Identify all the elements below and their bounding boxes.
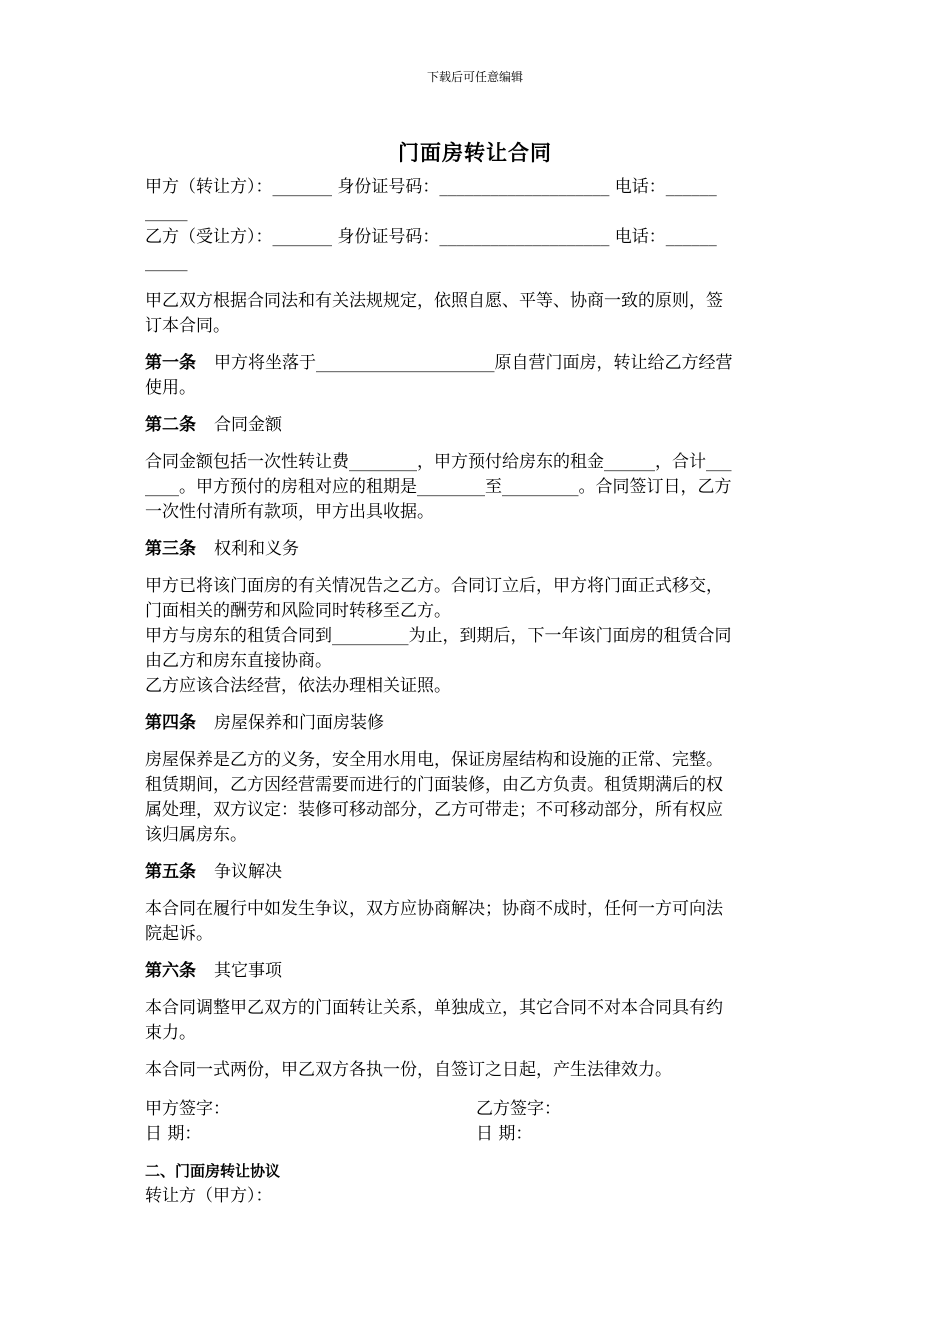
article-body-line: 束力。 — [145, 1023, 196, 1043]
article-title: 合同金额 — [214, 415, 282, 435]
party-a-date-label: 日 期： — [145, 1124, 202, 1144]
party-a-line: 甲方（转让方）：_______ 身份证号码：____________________ 电话：______ — [145, 177, 717, 197]
section-two-first-line: 转让方（甲方）： — [145, 1186, 273, 1206]
article-heading — [145, 959, 807, 984]
article-title: 争议解决 — [214, 862, 282, 882]
party-b-signature — [476, 1097, 807, 1147]
closing-statement: 本合同一式两份，甲乙双方各执一份，自签订之日起，产生法律效力。 — [145, 1060, 672, 1080]
party-a-signature — [145, 1097, 476, 1147]
article-body-line: 一次性付清所有款项，甲方出具收据。 — [145, 502, 434, 522]
party-b-line: 乙方（受让方）：_______ 身份证号码：____________________ 电话：______ — [145, 227, 717, 247]
article-body-line: 属处理，双方议定：装修可移动部分，乙方可带走；不可移动部分，所有权应 — [145, 800, 723, 820]
article-body-line: 门面相关的酬劳和风险同时转移至乙方。 — [145, 601, 451, 621]
party-a-sign-label: 甲方签字： — [145, 1099, 230, 1119]
article-label: 第五条 — [145, 862, 196, 882]
signature-block — [145, 1097, 807, 1147]
article-label: 第六条 — [145, 961, 196, 981]
party-a-line-cont: _____ — [145, 202, 188, 222]
document-body — [145, 175, 807, 1209]
article-body-line: 乙方应该合法经营，依法办理相关证照。 — [145, 676, 451, 696]
article-title: 权利和义务 — [214, 539, 299, 559]
article-label: 第三条 — [145, 539, 196, 559]
article-body-line: 该归属房东。 — [145, 825, 247, 845]
article-body-line: 由乙方和房东直接协商。 — [145, 651, 332, 671]
article-body-line: 甲方与房东的租赁合同到_________为止，到期后，下一年该门面房的租赁合同 — [145, 626, 732, 646]
article-body-line: 房屋保养是乙方的义务，安全用水用电，保证房屋结构和设施的正常、完整。 — [145, 750, 723, 770]
article-title: 房屋保养和门面房装修 — [214, 713, 384, 733]
article-body-line: 使用。 — [145, 378, 196, 398]
article-label: 第四条 — [145, 713, 196, 733]
article-body-line: 甲方已将该门面房的有关情况告之乙方。合同订立后，甲方将门面正式移交， — [145, 576, 723, 596]
party-b-sign-label: 乙方签字： — [476, 1099, 561, 1119]
article-label: 第二条 — [145, 415, 196, 435]
article-body-line: 合同金额包括一次性转让费________，甲方预付给房东的租金______，合计___ — [145, 452, 732, 472]
article-body-line: 院起诉。 — [145, 924, 213, 944]
article-heading — [145, 860, 807, 885]
section-two-heading: 二、门面房转让协议 — [145, 1162, 281, 1180]
article-body-line: 租赁期间，乙方因经营需要而进行的门面装修，由乙方负责。租赁期满后的权 — [145, 775, 723, 795]
article-body-line: 本合同调整甲乙双方的门面转让关系，单独成立，其它合同不对本合同具有约 — [145, 998, 723, 1018]
article-label: 第一条 — [145, 353, 196, 373]
intro-line: 订本合同。 — [145, 316, 230, 336]
article-title: 其它事项 — [214, 961, 282, 981]
article-title: 甲方将坐落于_____________________原自营门面房，转让给乙方经营 — [214, 353, 733, 373]
article-heading — [145, 351, 807, 376]
article-body-line: 本合同在履行中如发生争议，双方应协商解决；协商不成时，任何一方可向法 — [145, 899, 723, 919]
article-heading — [145, 537, 807, 562]
party-b-line-cont: _____ — [145, 252, 188, 272]
document-title: 门面房转让合同 — [398, 141, 552, 165]
intro-line: 甲乙双方根据合同法和有关法规规定，依照自愿、平等、协商一致的原则，签 — [145, 291, 723, 311]
article-body-line: ____。甲方预付的房租对应的租期是________至_________。合同签订日，乙方 — [145, 477, 732, 497]
article-heading — [145, 711, 807, 736]
header-note: 下载后可任意编辑 — [426, 70, 523, 84]
party-b-date-label: 日 期： — [476, 1124, 533, 1144]
article-heading — [145, 413, 807, 438]
